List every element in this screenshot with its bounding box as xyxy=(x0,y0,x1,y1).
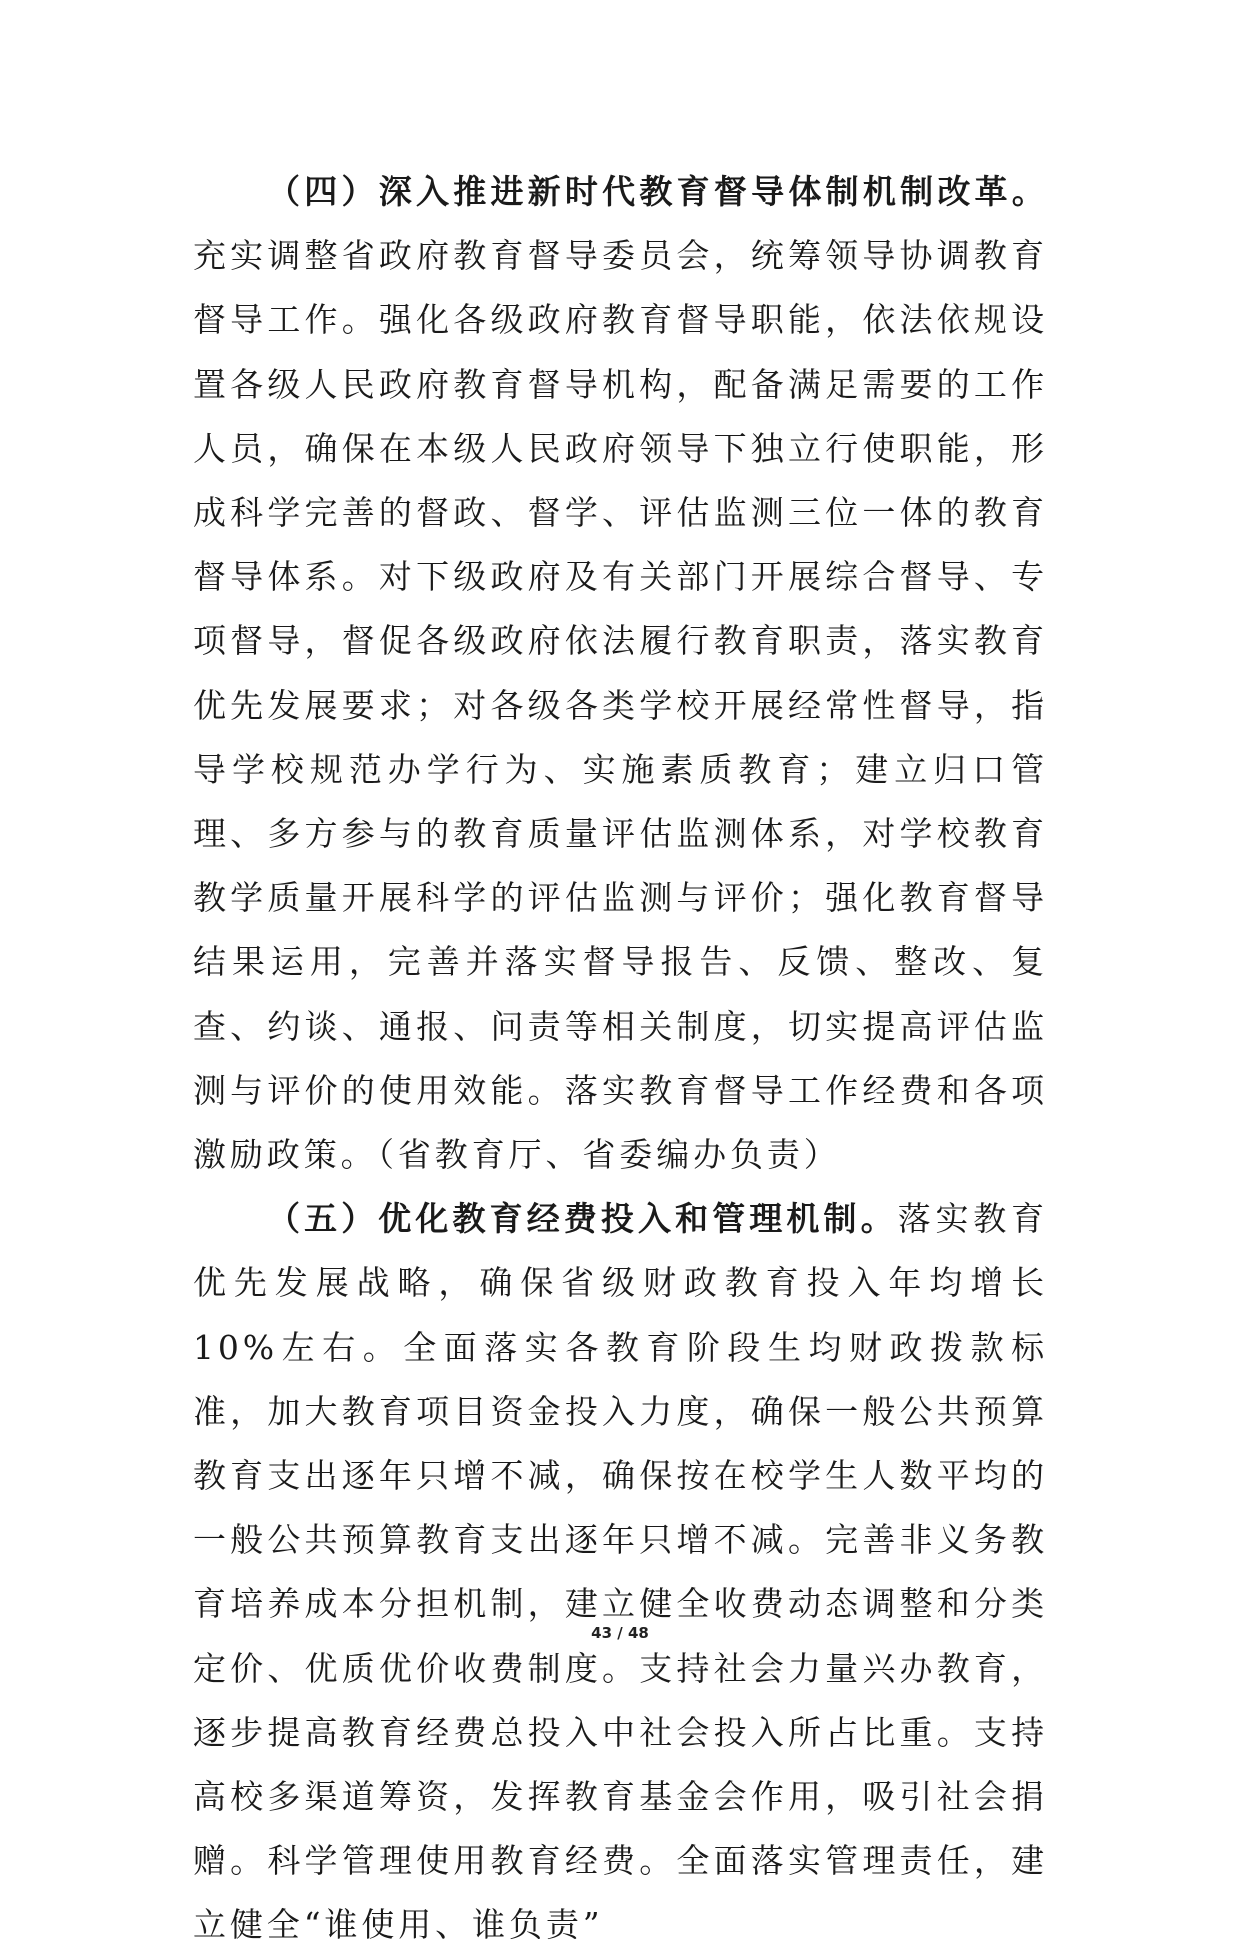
section-heading-5: （五）优化教育经费投入和管理机制。 xyxy=(267,1199,898,1239)
section-heading-4: （四）深入推进新时代教育督导体制机制改革。 xyxy=(267,172,1048,211)
section-body-4: 充实调整省政府教育督导委员会，统筹领导协调教育督导工作。强化各级政府教育督导职能，依法依规设置各级人民政府教育督导机构，配备满足需要的工作人员，确保在本级人民政府领导下独立行使职能，形成科学完善的督政、督学、评估监测三位一体的教育督导体系。对下级政府及有关部门开展综合督导、专项督导，督促各级政府依法履行教育职责，落实教育优先发展要求；对各级各类学校开展经常性督导，指导学校规范办学行为、实施素质教育；建立归口管理、多方参与的教育质量评估监测体系，对学校教育教学质量开展科学的评估监测与评价；强化教育督导结果运用，完善并落实督导报告、反馈、整改、复查、约谈、通报、问责等相关制度，切实提高评估监测与评价的使用效能。落实教育督导工作经费和各项激励政策。（省教育厅、省委编办负责） xyxy=(193,236,1048,1175)
paragraph-section-5 xyxy=(193,1187,1048,1957)
section-body-5: 落实教育优先发展战略，确保省级财政教育投入年均增长 10%左右。全面落实各教育阶段生均财政拨款标准，加大教育项目资金投入力度，确保一般公共预算教育支出逐年只增不减，确保按在校学生人数平均的一般公共预算教育支出逐年只增不减。完善非义务教育培养成本分担机制，建立健全收费动态调整和分类定价、优质优价收费制度。支持社会力量兴办教育，逐步提高教育经费总投入中社会投入所占比重。支持高校多渠道筹资，发挥教育基金会作用，吸引社会捐赠。科学管理使用教育经费。全面落实管理责任，建立健全“谁使用、谁负责” xyxy=(193,1199,1048,1945)
document-body xyxy=(193,160,1048,1958)
paragraph-section-4 xyxy=(193,160,1048,1187)
page-number: 43 / 48 xyxy=(591,1624,649,1642)
